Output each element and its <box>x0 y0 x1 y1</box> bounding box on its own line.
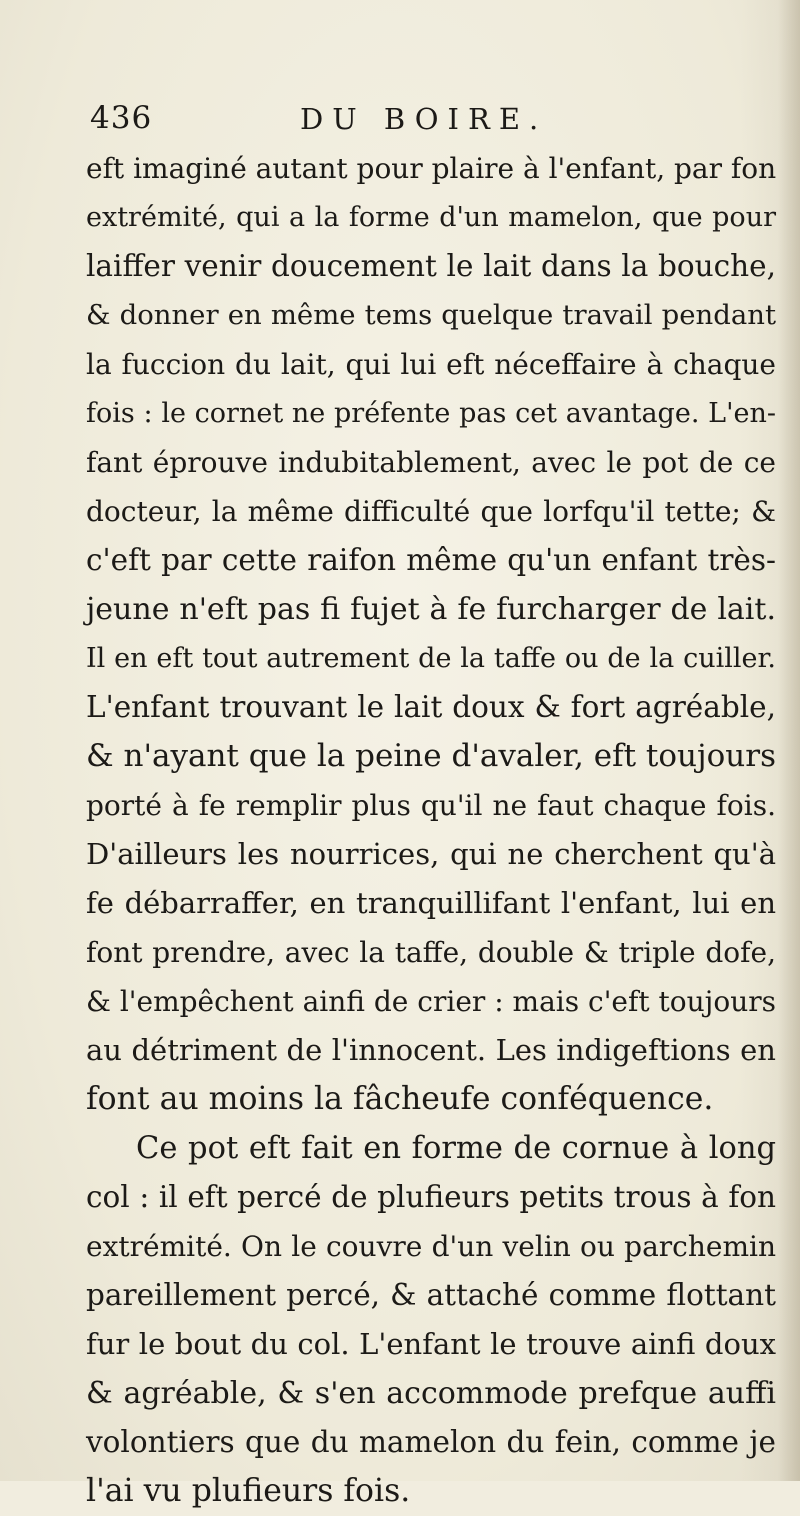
text-line: volontiers que du mamelon du fein, comme je <box>86 1425 776 1459</box>
text-line: fur le bout du col. L'enfant le trouve ainfi doux <box>86 1327 776 1361</box>
text-line: Ce pot eft fait en forme de cornue à long <box>136 1131 776 1166</box>
text-line: laiffer venir doucement le lait dans la bouche, <box>86 249 776 283</box>
text-line: & agréable, & s'en accommode prefque auffi <box>86 1376 776 1411</box>
paragraph-1 <box>86 144 776 1124</box>
text-line: la fuccion du lait, qui lui eft néceffaire à chaque <box>86 348 776 381</box>
running-head: DU BOIRE. <box>300 102 548 136</box>
body-text <box>86 144 776 1516</box>
text-line: eft imaginé autant pour plaire à l'enfant, par fon <box>86 152 777 185</box>
text-line: fe débarraffer, en tranquillifant l'enfant, lui en <box>86 886 776 920</box>
paragraph-2 <box>86 1124 776 1516</box>
page-header <box>90 100 730 144</box>
text-line: c'eft par cette raifon même qu'un enfant très- <box>86 543 776 577</box>
text-line: & n'ayant que la peine d'avaler, eft toujours <box>86 738 776 774</box>
text-line: jeune n'eft pas fi fujet à fe furcharger de lait. <box>86 592 776 627</box>
text-line: fant éprouve indubitablement, avec le pot de ce <box>86 446 776 479</box>
text-line: extrémité, qui a la forme d'un mamelon, que pour <box>86 202 776 233</box>
text-line: extrémité. On le couvre d'un velin ou parchemin <box>86 1230 776 1263</box>
page-edge-shadow <box>778 0 800 1481</box>
text-line: docteur, la même difficulté que lorfqu'il tette; & <box>86 495 776 528</box>
text-line: col : il eft percé de plufieurs petits trous à fon <box>86 1180 776 1214</box>
text-line: & donner en même tems quelque travail pendant <box>86 299 776 331</box>
page-number: 436 <box>90 100 153 136</box>
text-line: & l'empêchent ainfi de crier : mais c'eft toujours <box>86 985 776 1018</box>
text-line: fois : le cornet ne préfente pas cet avantage. L'en- <box>86 398 776 429</box>
text-line: pareillement percé, & attaché comme flottant <box>86 1278 776 1312</box>
text-line: l'ai vu plufieurs fois. <box>86 1473 411 1509</box>
text-line: porté à fe remplir plus qu'il ne faut chaque fois. <box>86 789 776 822</box>
text-line: au détriment de l'innocent. Les indigeftions en <box>86 1033 776 1067</box>
text-line: Il en eft tout autrement de la taffe ou de la cuiller. <box>86 643 776 674</box>
text-line: D'ailleurs les nourrices, qui ne cherchent qu'à <box>86 837 776 871</box>
text-line: L'enfant trouvant le lait doux & fort agréable, <box>86 690 776 724</box>
text-line: font prendre, avec la taffe, double & triple dofe, <box>86 936 776 969</box>
text-line: font au moins la fâcheufe conféquence. <box>86 1081 714 1117</box>
